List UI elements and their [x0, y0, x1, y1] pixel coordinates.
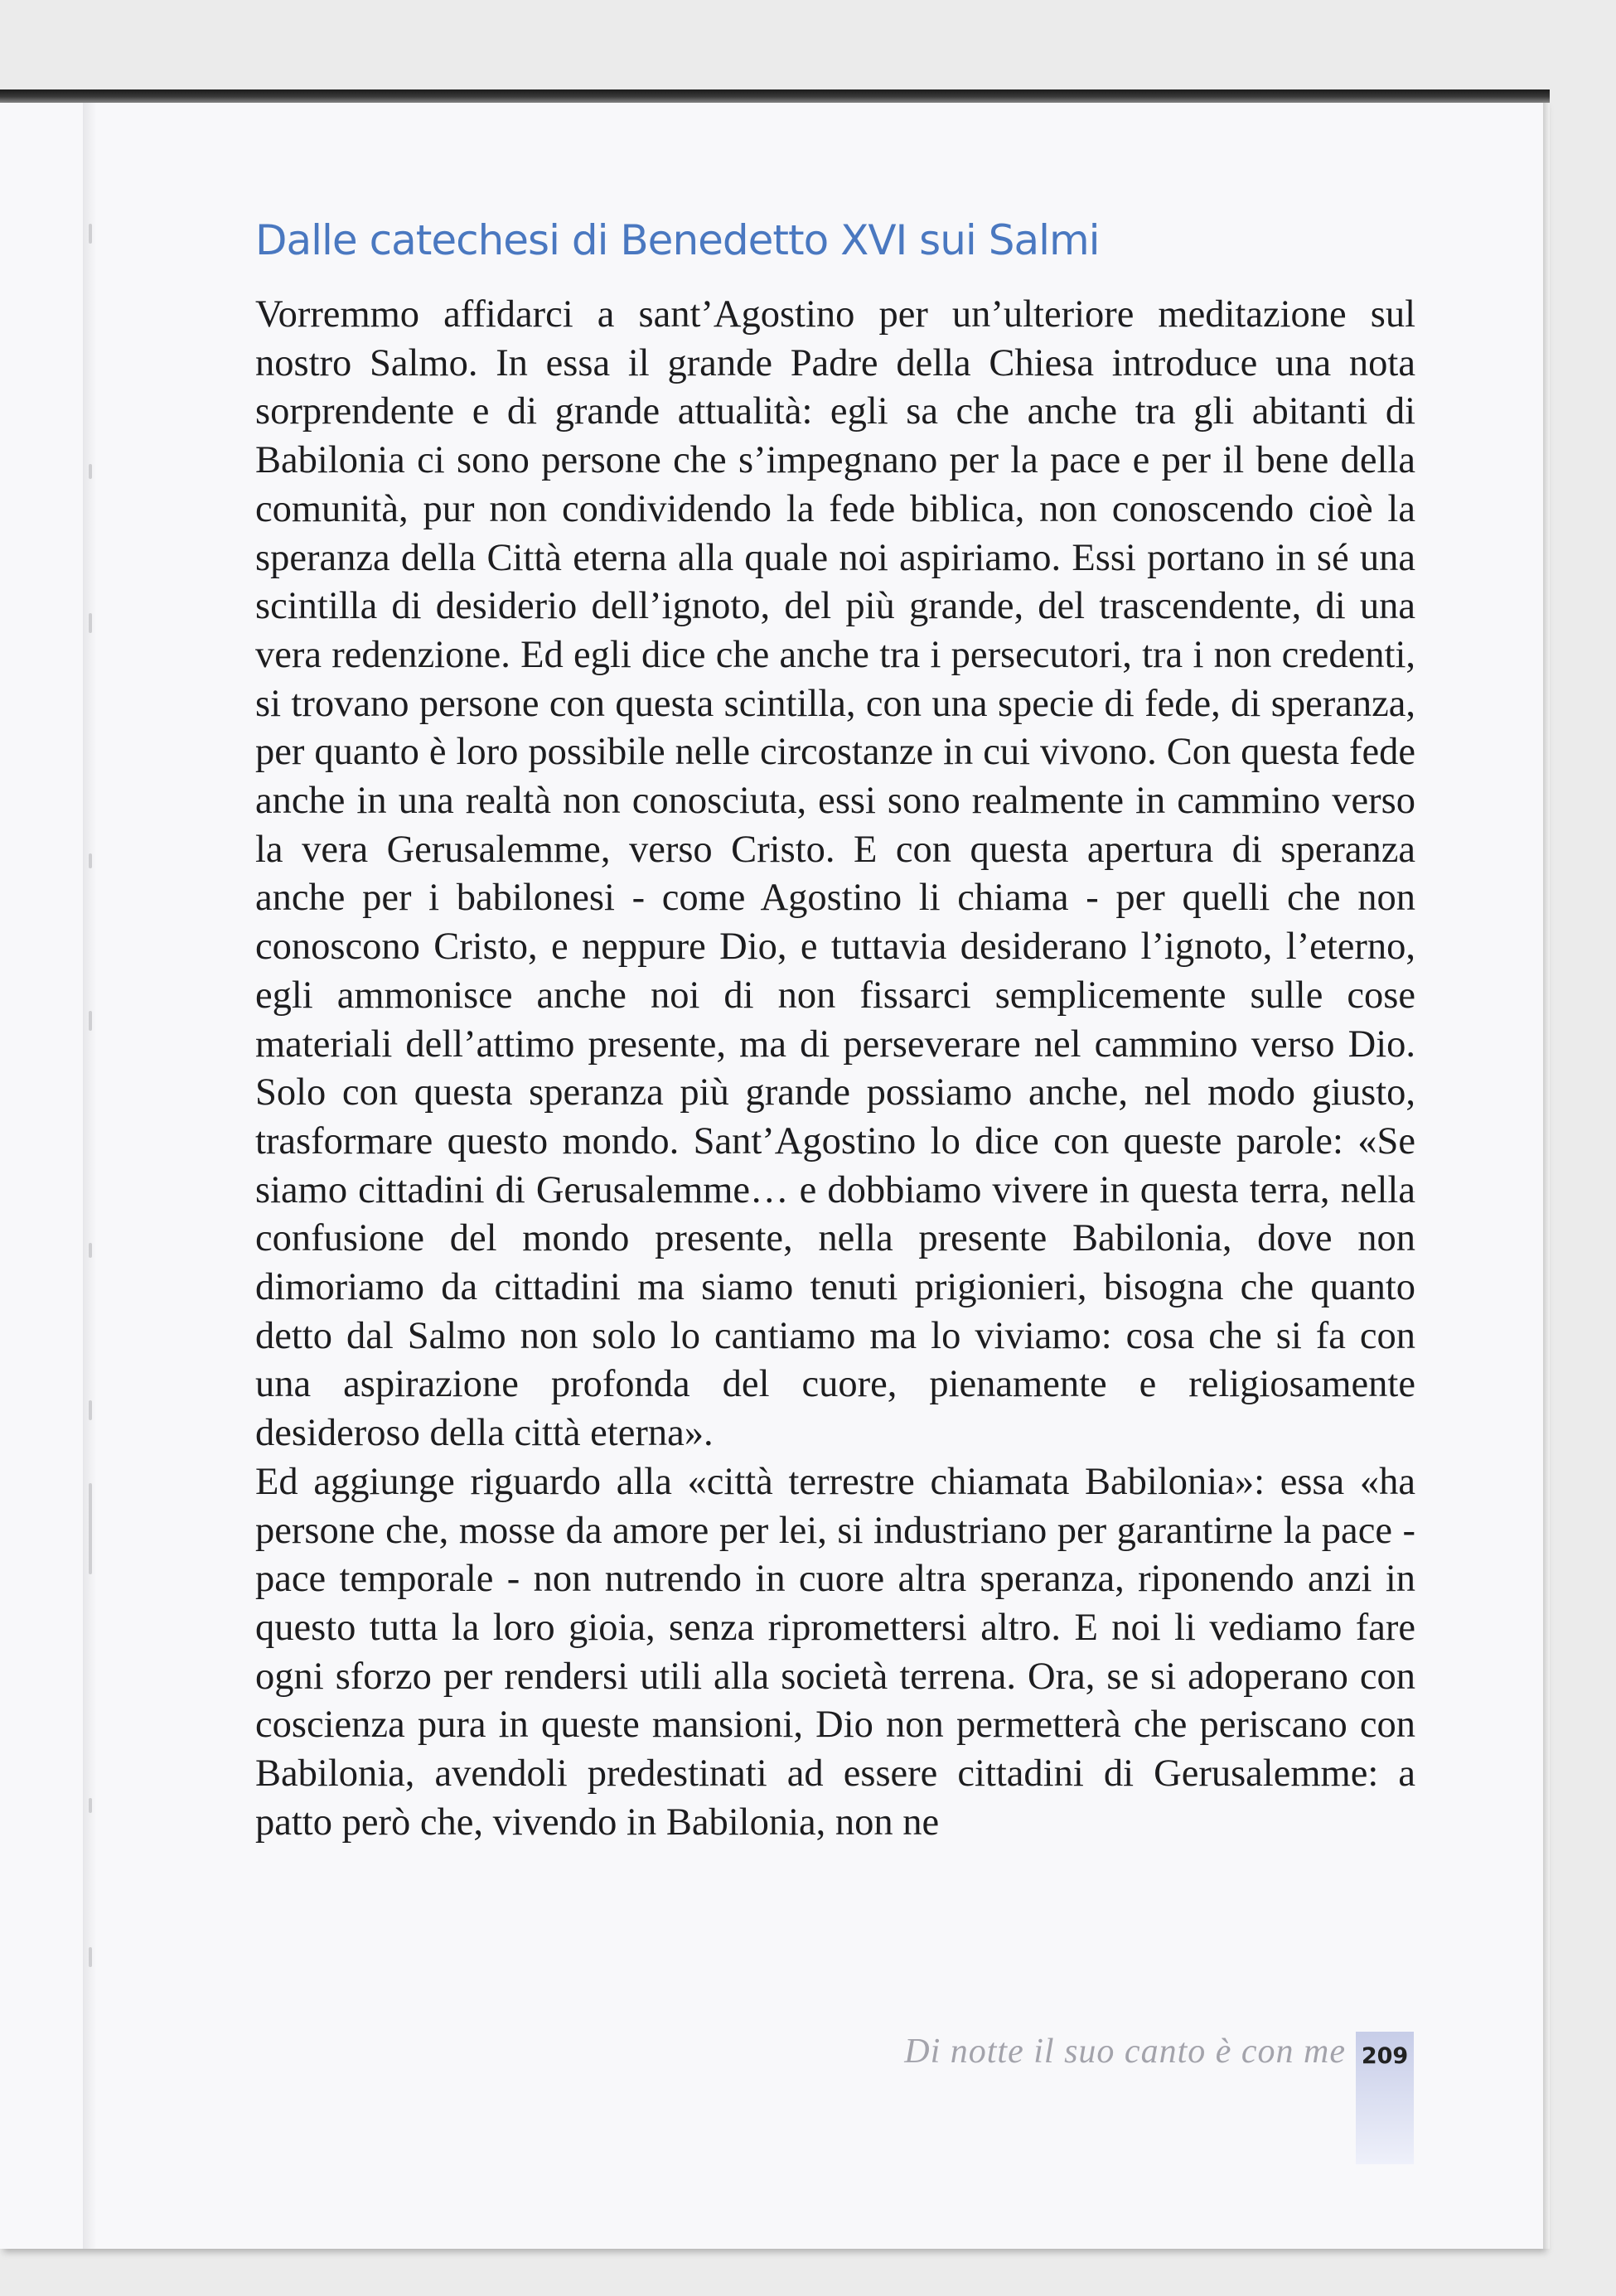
binding-stitch [89, 1483, 92, 1574]
page-number: 209 [1361, 2043, 1409, 2069]
binding-stitch [89, 853, 92, 868]
binding-stitch [89, 613, 92, 633]
page-content [255, 214, 1415, 1848]
page-right-edge [1543, 103, 1550, 2249]
binding-gutter [83, 103, 96, 2249]
binding-stitch [89, 1011, 92, 1031]
body-paragraph: Ed aggiunge riguardo alla «città terrestre chiamata Babilonia»: essa «ha persone che, mosse da amore per lei, si industriano per garantirne la pace - pace temporale - non nutrendo in cuore altra speranza, riponendo anzi in questo tutta la loro gioia, senza ripromettersi altro. E noi li vediamo fare ogni sforzo per rendersi utili alla società terrena. Ora, se si adoperano con coscienza pura in queste mansioni, Dio non permetterà che periscano con Babilonia, avendoli predestinati ad essere cittadini di Gerusalemme: a patto però che, vivendo in Babilonia, non ne [255, 1460, 1415, 1844]
binding-stitch [89, 224, 92, 244]
binding-stitch [89, 1400, 92, 1420]
binding-stitch [89, 464, 92, 479]
body-paragraph: Vorremmo affidarci a sant’Agostino per un’ulteriore meditazione sul nostro Salmo. In essa il grande Padre della Chiesa introduce una nota sorprendente e di grande attualità: egli sa che anche tra gli abitanti di Babilonia ci sono persone che s’impegnano per la pace e per il bene della comunità, pur non condividendo la fede biblica, non conoscendo cioè la speranza della Città eterna alla quale noi aspiriamo. Essi portano in sé una scintilla di desiderio dell’ignoto, del più grande, del trascendente, di una vera redenzione. Ed egli dice che anche tra i persecutori, tra i non credenti, si trovano persone con questa scintilla, con una specie di fede, di speranza, per quanto è loro possibile nelle circostanze in cui vivono. Con questa fede anche in una realtà non conosciuta, essi sono realmente in cammino verso la vera Gerusalemme, verso Cristo. E con questa apertura di speranza anche per i babilonesi - come Agostino li chiama - per quelli che non conoscono Cristo, e neppure Dio, e tuttavia desiderano l’ignoto, l’eterno, egli ammonisce anche noi di non fissarci semplicemente sulle cose materiali dell’attimo presente, ma di perseverare nel cammino verso Dio. Solo con questa speranza più grande possiamo anche, nel modo giusto, trasformare questo mondo. Sant’Agostino lo dice con queste parole: «Se siamo cittadini di Gerusalemme… e dobbiamo vivere in questa terra, nella confusione del mondo presente, nella presente Babilonia, dove non dimoriamo da cittadini ma siamo tenuti prigionieri, bisogna che quanto detto dal Salmo non solo lo cantiamo ma lo viviamo: cosa che si fa con una aspirazione profonda del cuore, pienamente e religiosamente desideroso della città eterna». [255, 293, 1415, 1455]
binding-stitch [89, 1947, 92, 1967]
binding-stitch [89, 1798, 92, 1813]
running-footer-title: Di notte il suo canto è con me [904, 2033, 1346, 2071]
section-heading: Dalle catechesi di Benedetto XVI sui Salmi [255, 216, 1100, 264]
binding-stitch [89, 1243, 92, 1258]
